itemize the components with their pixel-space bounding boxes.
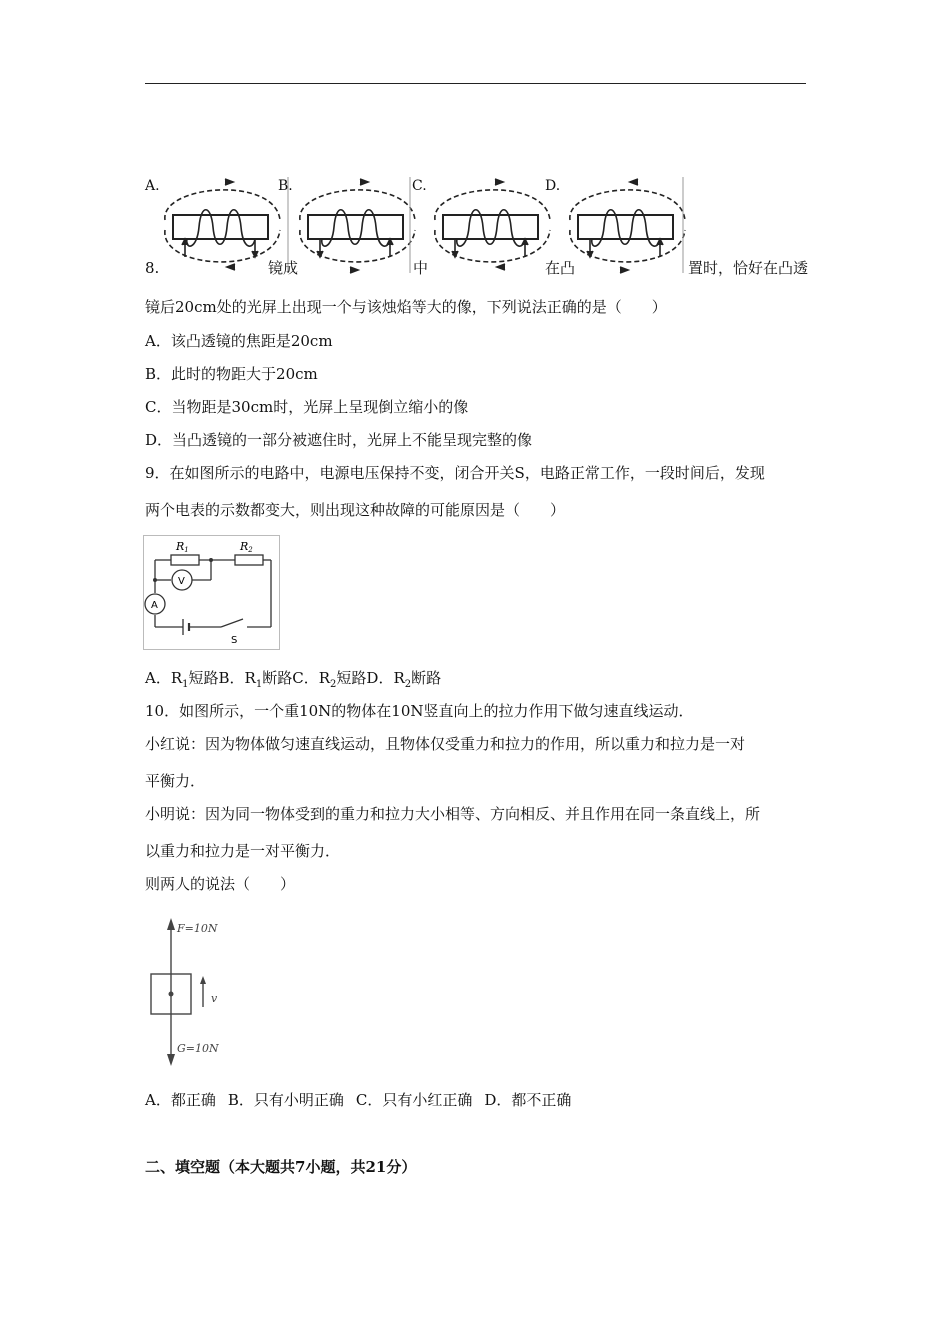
q8-number: 8.: [145, 259, 160, 277]
q9-line-1: 9．在如图所示的电路中，电源电压保持不变，闭合开关S，电路正常工作，一段时间后，发现: [145, 464, 765, 482]
q8-fragment-1: 镜成: [268, 259, 299, 277]
solenoid-b-figure: [300, 179, 415, 273]
switch-label: S: [231, 635, 238, 646]
q7-option-d-label: D.: [545, 178, 561, 194]
force-g-label: G=10N: [177, 1042, 219, 1055]
velocity-label: v: [211, 992, 218, 1005]
q10-option-d: D．都不正确: [484, 1091, 572, 1109]
q8-line-2: 镜后20cm处的光屏上出现一个与该烛焰等大的像，下列说法正确的是（ ）: [145, 298, 667, 316]
r2-label: R2: [240, 540, 253, 554]
q10-line-5: 以重力和拉力是一对平衡力．: [145, 842, 341, 860]
q10-options: [145, 1090, 571, 1110]
q8-option-a: A．该凸透镜的焦距是20cm: [145, 332, 333, 350]
q10-line-3: 平衡力．: [145, 772, 206, 790]
solenoid-a-figure: [165, 179, 280, 270]
q8-option-c: C．当物距是30cm时，光屏上呈现倒立缩小的像: [145, 398, 469, 416]
solenoid-c-figure: [435, 179, 550, 270]
section-2-heading: 二、填空题（本大题共7小题，共21分）: [145, 1158, 417, 1176]
q9-option-c: C．R: [292, 669, 331, 687]
q8-option-d: D．当凸透镜的一部分被遮住时，光屏上不能呈现完整的像: [145, 431, 533, 449]
voltmeter-label: V: [178, 576, 185, 587]
q8-fragment-2: 中: [413, 259, 429, 277]
q8-fragment-4: 置时，恰好在凸透: [688, 259, 809, 277]
header-rule: [145, 83, 806, 84]
q9-option-b: B．R: [218, 669, 256, 687]
q8-option-b: B．此时的物距大于20cm: [145, 365, 318, 383]
q9-option-a: A．R: [145, 669, 183, 687]
q10-line-6: 则两人的说法（ ）: [145, 875, 296, 893]
q7-option-c-label: C.: [412, 178, 427, 194]
q10-option-b: B．只有小明正确: [227, 1091, 344, 1109]
r1-label: R1: [176, 540, 189, 554]
q9-options: A．$R_1$短路B．$R_1$断路C．$R_2$短路D．$R_2$断路: [145, 669, 442, 690]
q8-fragment-3: 在凸: [545, 259, 576, 277]
q10-line-2: 小红说：因为物体做匀速直线运动，且物体仅受重力和拉力的作用，所以重力和拉力是一对: [145, 735, 746, 753]
q10-line-4: 小明说：因为同一物体受到的重力和拉力大小相等、方向相反、并且作用在同一条直线上，所: [145, 805, 761, 823]
q10-option-c: C．只有小红正确: [355, 1091, 473, 1109]
q10-line-1: 10．如图所示，一个重10N的物体在10N竖直向上的拉力作用下做匀速直线运动．: [145, 702, 694, 720]
q7-option-b-label: B.: [278, 178, 293, 194]
q9-line-2: 两个电表的示数都变大，则出现这种故障的可能原因是（ ）: [145, 501, 566, 519]
q10-option-a: A．都正确: [145, 1091, 216, 1109]
q9-option-d: D．R: [366, 669, 405, 687]
ammeter-label: A: [151, 600, 158, 611]
force-f-label: F=10N: [177, 922, 218, 935]
q9-circuit-diagram: [143, 535, 280, 650]
q7-option-a-label: A.: [145, 178, 160, 194]
solenoid-d-figure: [570, 179, 685, 273]
q10-force-diagram: [143, 912, 228, 1067]
